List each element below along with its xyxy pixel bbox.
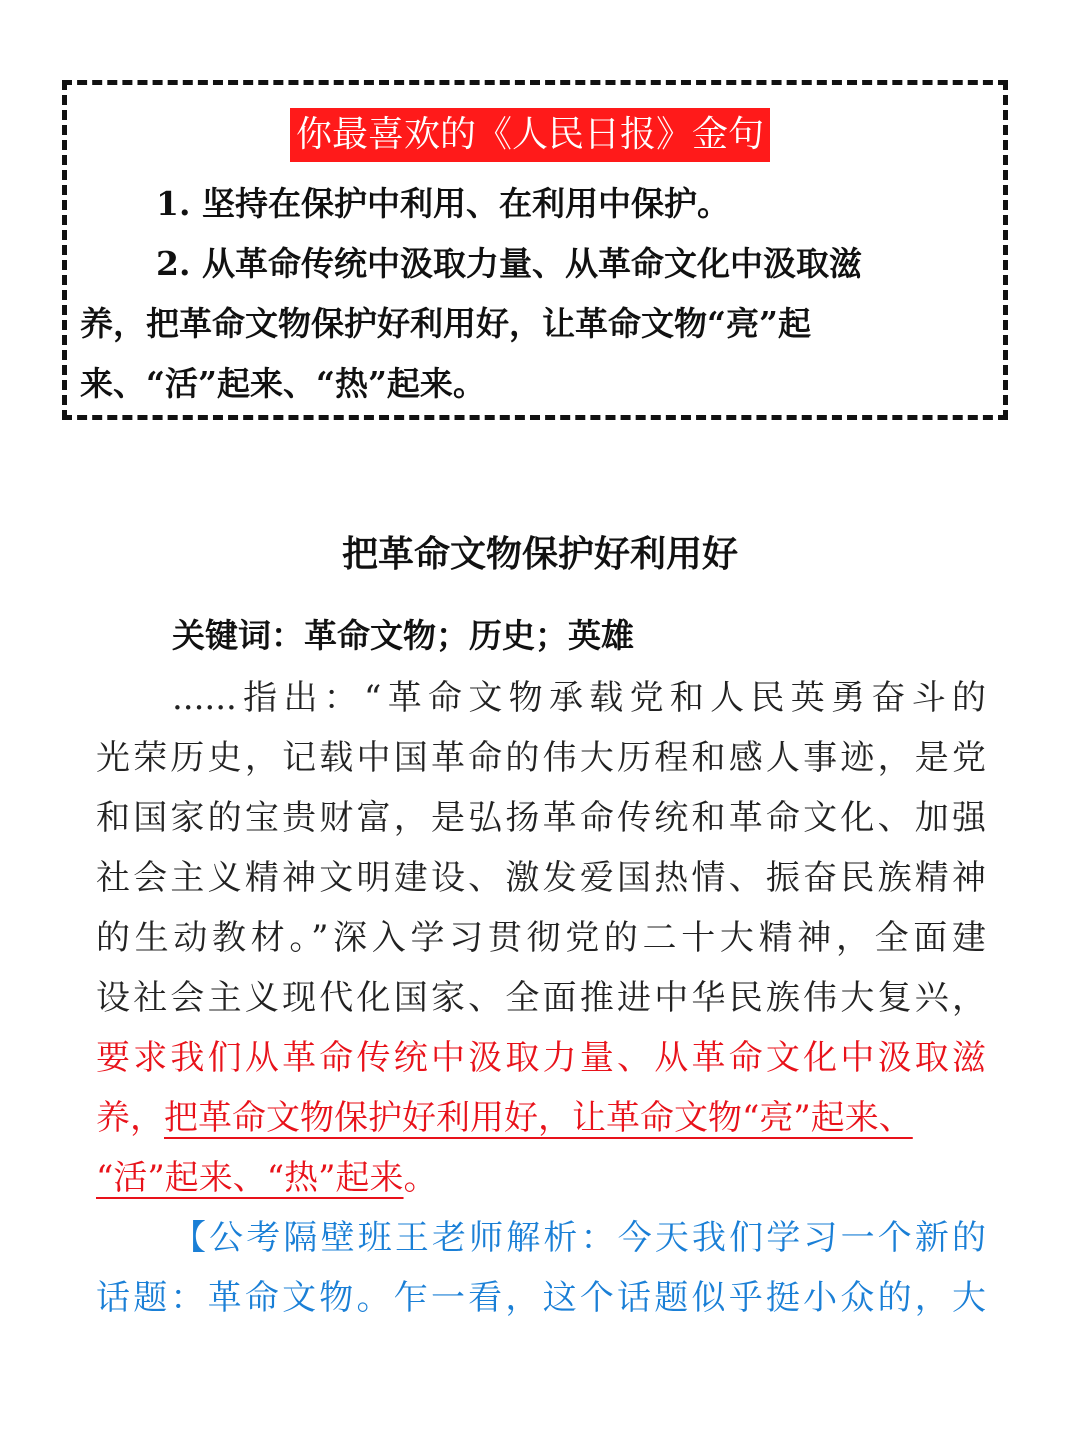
analysis-line-1: 【公考隔壁班王老师解析：今天我们学习一个新的 bbox=[172, 1218, 986, 1258]
quote-line-2: 2. 从革命传统中汲取力量、从革命文化中汲取滋 bbox=[156, 244, 862, 283]
highlight-line-3-end: 。 bbox=[403, 1158, 438, 1198]
quote-box-title: 你最喜欢的《人民日报》金句 bbox=[290, 108, 770, 162]
body-line-1: ......指出：“革命文物承载党和人民英勇奋斗的 bbox=[172, 678, 986, 718]
highlight-line-2 bbox=[96, 1098, 986, 1138]
highlight-line-2-underlined: 把革命文物保护好利用好，让革命文物“亮”起来、 bbox=[164, 1098, 913, 1138]
highlight-line-3-underlined: “活”起来、“热”起来 bbox=[96, 1158, 404, 1198]
highlight-line-3 bbox=[96, 1158, 986, 1198]
analysis-line-2: 话题：革命文物。乍一看，这个话题似乎挺小众的，大 bbox=[96, 1278, 986, 1318]
article-keywords: 关键词：革命文物；历史；英雄 bbox=[172, 616, 634, 655]
quote-line-1: 1. 坚持在保护中利用、在利用中保护。 bbox=[156, 184, 730, 223]
body-line-2: 光荣历史，记载中国革命的伟大历程和感人事迹，是党 bbox=[96, 738, 986, 778]
quote-line-4: 来、“活”起来、“热”起来。 bbox=[80, 364, 486, 403]
quote-line-3: 养，把革命文物保护好利用好，让革命文物“亮”起 bbox=[80, 304, 811, 343]
highlight-line-2-start: 养， bbox=[96, 1098, 164, 1138]
article-title: 把革命文物保护好利用好 bbox=[341, 533, 738, 575]
body-line-4: 社会主义精神文明建设、激发爱国热情、振奋民族精神 bbox=[96, 858, 986, 898]
body-line-5: 的生动教材。”深入学习贯彻党的二十大精神，全面建 bbox=[96, 918, 986, 958]
body-line-6: 设社会主义现代化国家、全面推进中华民族伟大复兴， bbox=[96, 978, 986, 1018]
highlight-line-1: 要求我们从革命传统中汲取力量、从革命文化中汲取滋 bbox=[96, 1038, 986, 1078]
body-line-3: 和国家的宝贵财富，是弘扬革命传统和革命文化、加强 bbox=[96, 798, 986, 838]
